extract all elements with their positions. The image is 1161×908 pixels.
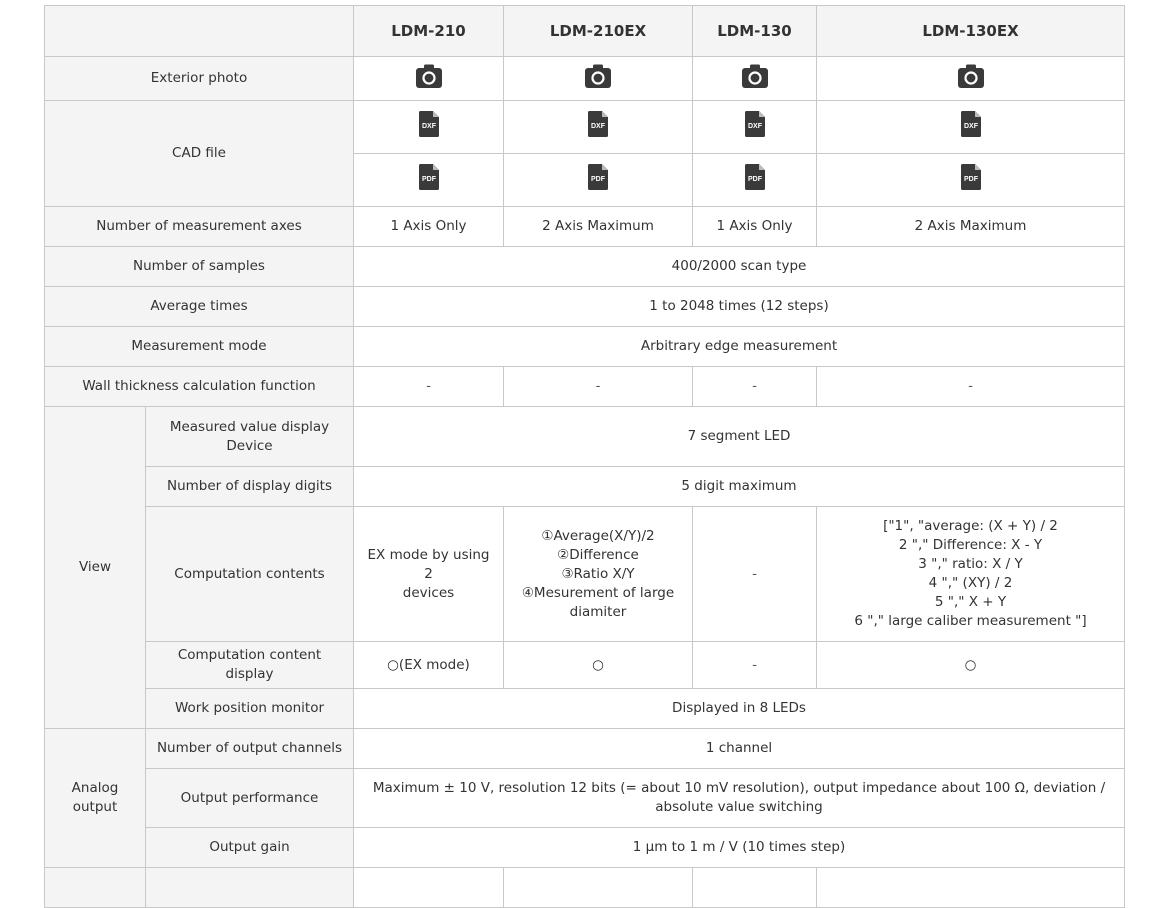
wall-thickness-row bbox=[45, 367, 1125, 407]
dxf-cell bbox=[354, 101, 504, 154]
dxf-file-icon[interactable] bbox=[419, 111, 439, 143]
row-label: Average times bbox=[45, 287, 354, 327]
pdf-cell bbox=[693, 154, 817, 207]
row-label: Number of measurement axes bbox=[45, 207, 354, 247]
svg-text:DXF: DXF bbox=[591, 123, 605, 130]
cad-dxf-row bbox=[45, 101, 1125, 154]
camera-icon[interactable] bbox=[742, 64, 768, 94]
value-cell: - bbox=[817, 367, 1125, 407]
value-cell: ○ bbox=[817, 642, 1125, 689]
row-label: Measured value display Device bbox=[146, 407, 354, 467]
value-cell bbox=[817, 868, 1125, 908]
photo-cell bbox=[817, 57, 1125, 101]
value-cell: - bbox=[504, 367, 693, 407]
camera-icon[interactable] bbox=[958, 64, 984, 94]
output-performance-row bbox=[45, 769, 1125, 828]
samples-row bbox=[45, 247, 1125, 287]
dxf-file-icon[interactable] bbox=[745, 111, 765, 143]
row-label: Measurement mode bbox=[45, 327, 354, 367]
pdf-file-icon[interactable] bbox=[419, 164, 439, 196]
svg-text:DXF: DXF bbox=[421, 123, 436, 130]
row-label: Number of output channels bbox=[146, 729, 354, 769]
value-cell: ○(EX mode) bbox=[354, 642, 504, 689]
value-cell: 1 to 2048 times (12 steps) bbox=[354, 287, 1125, 327]
value-cell: 1 μm to 1 m / V (10 times step) bbox=[354, 828, 1125, 868]
axes-row bbox=[45, 207, 1125, 247]
value-cell: - bbox=[693, 642, 817, 689]
dxf-file-icon[interactable] bbox=[961, 111, 981, 143]
value-cell: Maximum ± 10 V, resolution 12 bits (= about 10 mV resolution), output impedance about 100 Ω, deviation / absolute value switching bbox=[354, 769, 1125, 828]
camera-icon[interactable] bbox=[585, 64, 611, 94]
svg-text:PDF: PDF bbox=[747, 176, 762, 183]
model-header: LDM-130EX bbox=[817, 6, 1125, 57]
pdf-file-icon[interactable] bbox=[961, 164, 981, 196]
header-corner bbox=[45, 6, 354, 57]
model-header: LDM-210EX bbox=[504, 6, 693, 57]
value-cell: Displayed in 8 LEDs bbox=[354, 689, 1125, 729]
value-cell: ○ bbox=[504, 642, 693, 689]
computation-display-row bbox=[45, 642, 1125, 689]
group-cell bbox=[45, 868, 146, 908]
measured-display-row bbox=[45, 407, 1125, 467]
value-cell bbox=[693, 868, 817, 908]
photo-cell bbox=[693, 57, 817, 101]
value-cell: EX mode by using 2 devices bbox=[354, 507, 504, 642]
value-cell: 5 digit maximum bbox=[354, 467, 1125, 507]
value-cell: - bbox=[693, 507, 817, 642]
row-label: Output gain bbox=[146, 828, 354, 868]
display-digits-row bbox=[45, 467, 1125, 507]
value-cell: 2 Axis Maximum bbox=[504, 207, 693, 247]
svg-text:PDF: PDF bbox=[591, 176, 605, 183]
exterior-photo-row bbox=[45, 57, 1125, 101]
photo-cell bbox=[504, 57, 693, 101]
model-header: LDM-210 bbox=[354, 6, 504, 57]
camera-icon[interactable] bbox=[416, 64, 442, 94]
row-label bbox=[146, 868, 354, 908]
row-label: Output performance bbox=[146, 769, 354, 828]
value-cell: 1 Axis Only bbox=[693, 207, 817, 247]
pdf-cell bbox=[354, 154, 504, 207]
value-cell: Arbitrary edge measurement bbox=[354, 327, 1125, 367]
computation-contents-row bbox=[45, 507, 1125, 642]
svg-text:DXF: DXF bbox=[747, 123, 762, 130]
svg-text:PDF: PDF bbox=[963, 176, 978, 183]
measurement-mode-row bbox=[45, 327, 1125, 367]
svg-text:PDF: PDF bbox=[421, 176, 436, 183]
row-label: Computation content display bbox=[146, 642, 354, 689]
value-cell bbox=[354, 868, 504, 908]
analog-group-label: Analog output bbox=[45, 729, 146, 868]
value-cell: - bbox=[693, 367, 817, 407]
value-cell: 2 Axis Maximum bbox=[817, 207, 1125, 247]
row-label: Computation contents bbox=[146, 507, 354, 642]
work-position-row bbox=[45, 689, 1125, 729]
pdf-cell bbox=[504, 154, 693, 207]
row-label: CAD file bbox=[45, 101, 354, 207]
row-label: Work position monitor bbox=[146, 689, 354, 729]
pdf-file-icon[interactable] bbox=[588, 164, 608, 196]
row-label: Number of samples bbox=[45, 247, 354, 287]
pdf-cell bbox=[817, 154, 1125, 207]
output-channels-row bbox=[45, 729, 1125, 769]
value-cell: - bbox=[354, 367, 504, 407]
dxf-file-icon[interactable] bbox=[588, 111, 608, 143]
dxf-cell bbox=[693, 101, 817, 154]
row-label: Number of display digits bbox=[146, 467, 354, 507]
row-label: Exterior photo bbox=[45, 57, 354, 101]
pdf-file-icon[interactable] bbox=[745, 164, 765, 196]
value-cell bbox=[504, 868, 693, 908]
next-row-partial bbox=[45, 868, 1125, 908]
value-cell: ["1", "average: (X + Y) / 2 2 "," Difference: X - Y 3 "," ratio: X / Y 4 "," (XY) / 2 5 "," X + Y 6 "," large caliber measurement "] bbox=[817, 507, 1125, 642]
photo-cell bbox=[354, 57, 504, 101]
dxf-cell bbox=[817, 101, 1125, 154]
average-times-row bbox=[45, 287, 1125, 327]
svg-text:DXF: DXF bbox=[963, 123, 978, 130]
dxf-cell bbox=[504, 101, 693, 154]
value-cell: 400/2000 scan type bbox=[354, 247, 1125, 287]
value-cell: 1 channel bbox=[354, 729, 1125, 769]
row-label: Wall thickness calculation function bbox=[45, 367, 354, 407]
header-row bbox=[45, 6, 1125, 57]
value-cell: 1 Axis Only bbox=[354, 207, 504, 247]
value-cell: 7 segment LED bbox=[354, 407, 1125, 467]
model-header: LDM-130 bbox=[693, 6, 817, 57]
view-group-label: View bbox=[45, 407, 146, 729]
value-cell: ①Average(X/Y)/2 ②Difference ③Ratio X/Y ④Mesurement of large diamiter bbox=[504, 507, 693, 642]
spec-table bbox=[44, 5, 1125, 908]
